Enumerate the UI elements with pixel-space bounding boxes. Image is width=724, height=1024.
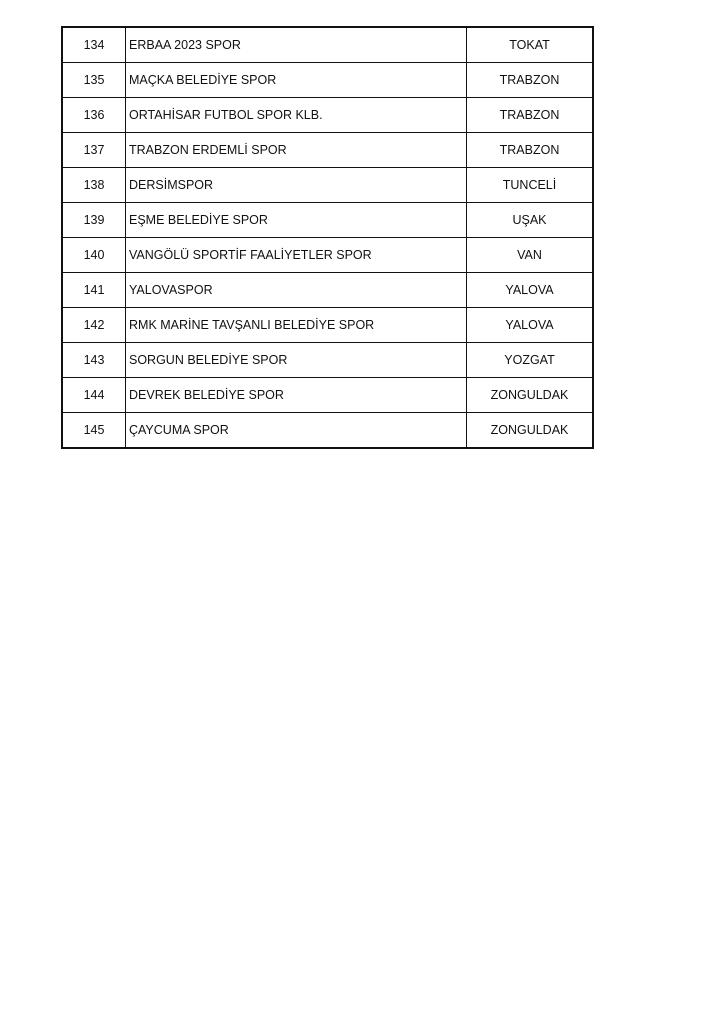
club-name: VANGÖLÜ SPORTİF FAALİYETLER SPOR [126,238,467,273]
club-name: ÇAYCUMA SPOR [126,413,467,449]
row-number: 142 [62,308,126,343]
row-number: 138 [62,168,126,203]
table-row [62,343,593,378]
club-name: ERBAA 2023 SPOR [126,27,467,63]
city-name: TOKAT [467,27,594,63]
club-name: ORTAHİSAR FUTBOL SPOR KLB. [126,98,467,133]
row-number: 143 [62,343,126,378]
city-name: YOZGAT [467,343,594,378]
table-row [62,308,593,343]
city-name: YALOVA [467,273,594,308]
table-row [62,273,593,308]
club-name: EŞME BELEDİYE SPOR [126,203,467,238]
table-row [62,168,593,203]
row-number: 135 [62,63,126,98]
club-name: SORGUN BELEDİYE SPOR [126,343,467,378]
row-number: 141 [62,273,126,308]
city-name: UŞAK [467,203,594,238]
club-name: YALOVASPOR [126,273,467,308]
table-row [62,98,593,133]
row-number: 134 [62,27,126,63]
city-name: TRABZON [467,133,594,168]
row-number: 140 [62,238,126,273]
club-table [61,26,594,449]
city-name: TUNCELİ [467,168,594,203]
club-name: RMK MARİNE TAVŞANLI BELEDİYE SPOR [126,308,467,343]
row-number: 136 [62,98,126,133]
table-row [62,27,593,63]
city-name: ZONGULDAK [467,378,594,413]
city-name: TRABZON [467,63,594,98]
table-row [62,378,593,413]
row-number: 145 [62,413,126,449]
city-name: ZONGULDAK [467,413,594,449]
table-row [62,413,593,449]
club-name: TRABZON ERDEMLİ SPOR [126,133,467,168]
row-number: 137 [62,133,126,168]
table-row [62,63,593,98]
club-name: DEVREK BELEDİYE SPOR [126,378,467,413]
row-number: 139 [62,203,126,238]
row-number: 144 [62,378,126,413]
table-row [62,203,593,238]
city-name: VAN [467,238,594,273]
city-name: TRABZON [467,98,594,133]
club-name: MAÇKA BELEDİYE SPOR [126,63,467,98]
city-name: YALOVA [467,308,594,343]
table-row [62,133,593,168]
club-name: DERSİMSPOR [126,168,467,203]
table-row [62,238,593,273]
